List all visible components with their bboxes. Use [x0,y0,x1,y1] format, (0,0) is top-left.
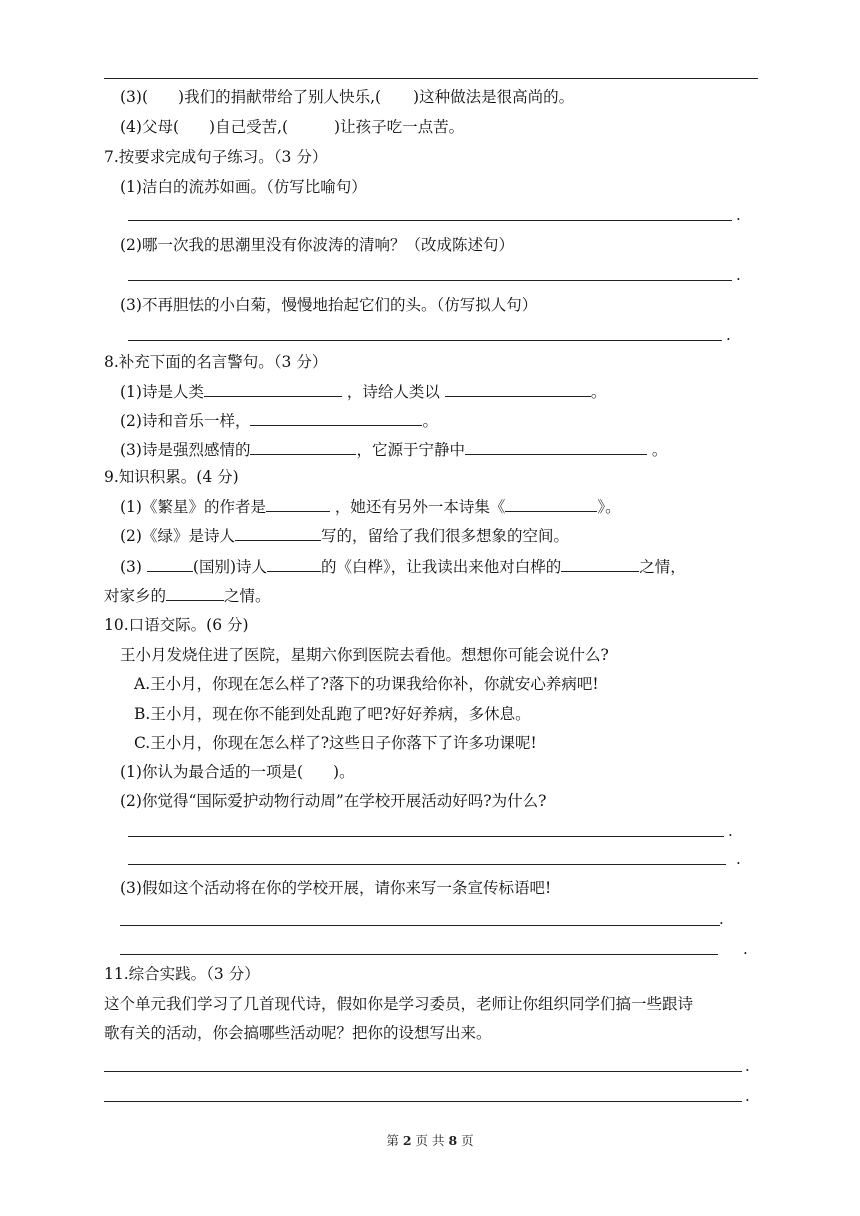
answer-dot: . [745,1087,750,1105]
q9-item-3-cont: 对家乡的 之情。 [104,587,271,605]
fill-blank[interactable] [266,496,330,512]
q9-title: 9.知识积累。(4 分) [104,468,239,486]
fill-blank[interactable] [267,556,321,572]
q7-title: 7.按要求完成句子练习。（3 分） [104,148,328,166]
answer-line[interactable] [120,925,720,926]
answer-dot: . [736,850,741,868]
answer-line[interactable] [120,954,718,955]
current-page-number: 2 [402,1133,412,1148]
q10-title: 10.口语交际。(6 分) [104,616,249,634]
q11-title: 11.综合实践。（3 分） [104,965,260,983]
q9-item-2: (2)《绿》是诗人 写的，留给了我们很多想象的空间。 [120,527,569,545]
fill-blank[interactable] [505,496,597,512]
answer-line[interactable] [128,836,724,837]
page-footer: 第 2 页 共 8 页 [386,1133,474,1148]
q10-sub-1: (1)你认为最合适的一项是( )。 [120,763,355,781]
q8-title: 8.补充下面的名言警句。（3 分） [104,353,328,371]
q10-sub-2: (2)你觉得“国际爱护动物行动周”在学校开展活动好吗?为什么? [120,792,547,810]
fill-blank[interactable] [465,439,647,455]
fill-blank[interactable] [445,381,591,397]
fill-blank[interactable] [204,381,342,397]
q11-text-2: 歌有关的活动，你会搞哪些活动呢？把你的设想写出来。 [104,1024,492,1042]
q6-item-3: (3)( )我们的捐献带给了别人快乐,( )这种做法是很高尚的。 [120,88,575,106]
q9-item-3: (3) (国别)诗人 的《白桦》，让我读出来他对白桦的 之情， [120,558,686,576]
top-rule [104,78,758,79]
q7-item-3: (3)不再胆怯的小白菊，慢慢地抬起它们的头。（仿写拟人句） [120,296,538,314]
fill-blank[interactable] [166,585,224,601]
q8-item-2: (2)诗和音乐一样， 。 [120,412,438,430]
q9-item-1: (1)《繁星》的作者是 ，她还有另外一本诗集《 》。 [120,498,621,516]
answer-line[interactable] [104,1071,742,1072]
fill-blank[interactable] [250,439,356,455]
q11-text-1: 这个单元我们学习了几首现代诗，假如你是学习委员，老师让你组织同学们搞一些跟诗 [104,995,694,1013]
answer-line[interactable] [128,864,726,865]
q8-item-1: (1)诗是人类 ，诗给人类以 。 [120,383,607,401]
fill-blank[interactable] [250,410,422,426]
q10-prompt: 王小月发烧住进了医院，星期六你到医院去看他。想想你可能会说什么? [120,646,609,664]
q6-item-4: (4)父母( )自己受苦,( )让孩子吃一点苦。 [120,118,465,136]
fill-blank[interactable] [147,556,193,572]
answer-line[interactable] [128,340,722,341]
q10-option-c: C.王小月，你现在怎么样了?这些日子你落下了许多功课呢! [134,734,537,752]
answer-dot: . [745,1057,750,1075]
answer-dot: . [736,266,741,284]
q10-sub-3: (3)假如这个活动将在你的学校开展，请你来写一条宣传标语吧! [120,879,552,897]
answer-line[interactable] [104,1101,742,1102]
answer-dot: . [726,326,731,344]
q10-option-b: B.王小月，现在你不能到处乱跑了吧?好好养病，多休息。 [134,705,531,723]
q7-item-2: (2)哪一次我的思潮里没有你波涛的清响？（改成陈述句） [120,236,514,254]
q7-item-1: (1)洁白的流苏如画。（仿写比喻句） [120,178,367,196]
answer-line[interactable] [128,220,732,221]
fill-blank[interactable] [561,556,639,572]
total-page-number: 8 [448,1133,458,1148]
answer-dot: . [719,910,724,928]
fill-blank[interactable] [235,525,321,541]
answer-line[interactable] [128,280,732,281]
answer-dot: . [743,940,748,958]
answer-dot: . [728,822,733,840]
q8-item-3: (3)诗是强烈感情的 ，它源于宁静中 。 [120,441,668,459]
answer-dot: . [736,206,741,224]
q10-option-a: A.王小月，你现在怎么样了?落下的功课我给你补，你就安心养病吧! [134,675,599,693]
